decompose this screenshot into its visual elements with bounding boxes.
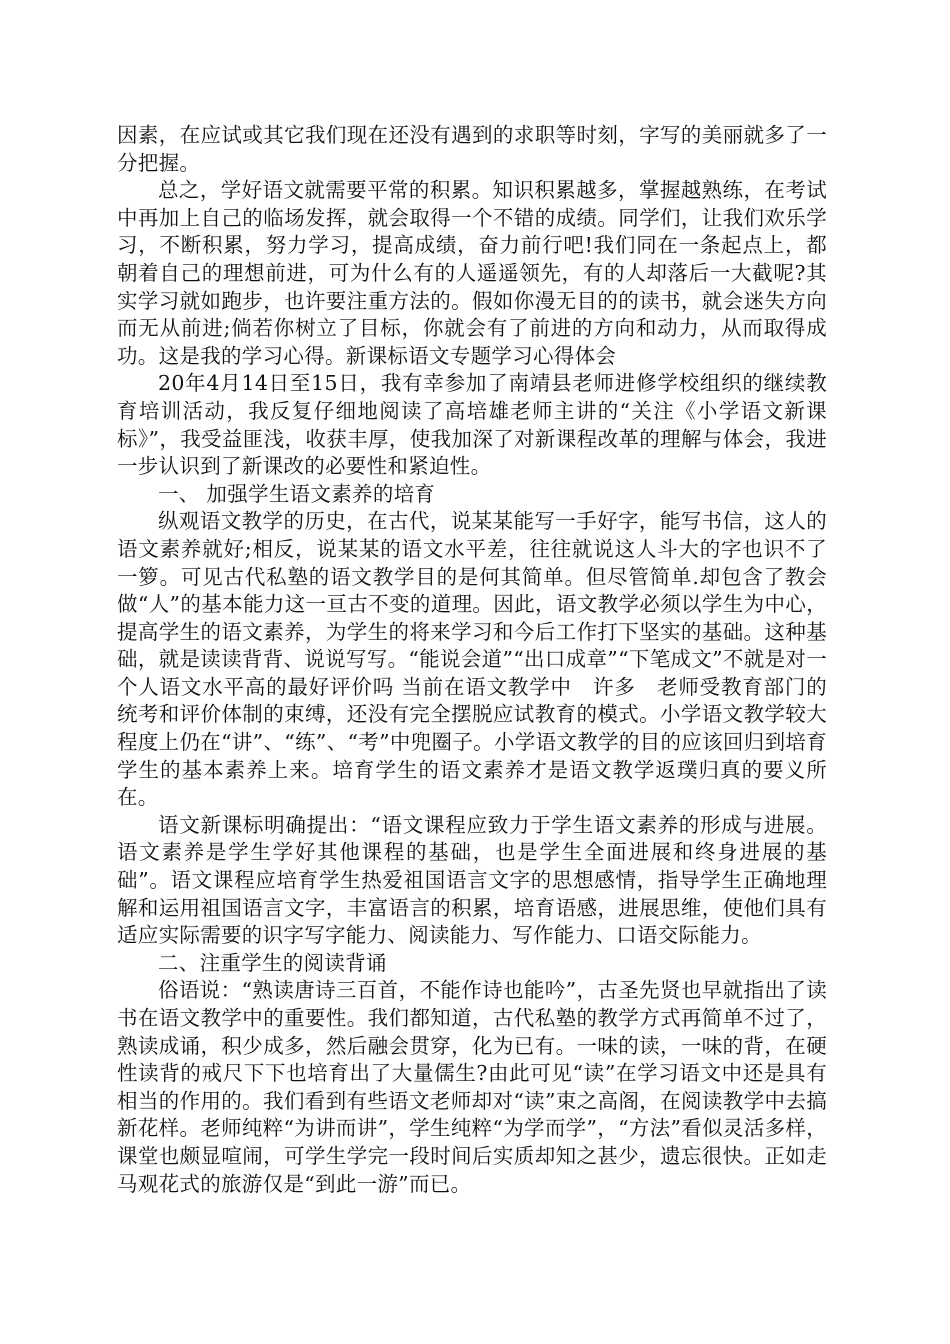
paragraph-continuation: 因素，在应试或其它我们现在还没有遇到的求职等时刻，字写的美丽就多了一分把握。 [117, 123, 827, 175]
paragraph-history: 纵观语文教学的历史，在古代，说某某能写一手好字，能写书信，这人的语文素养就好;相反，说某某的语文水平差，往往就说这人斗大的字也识不了一箩。可见古代私塾的语文教学目的是何其简单。但尽管简单.却包含了教会做“人”的基本能力这一亘古不变的道理。因此，语文教学必须以学生为中心，提高学生的语文素养，为学生的将来学习和今后工作打下坚实的基础。这种基础，就是读读背背、说说写写。“能说会道”“出口成章”“下笔成文”不就是对一个人语文水平高的最好评价吗 当前在语文教学中 许多 老师受教育部门的统考和评价体制的束缚，还没有完全摆脱应试教育的模式。小学语文教学较大程度上仍在“讲”、“练”、“考”中兜圈子。小学语文教学的目的应该回归到培育学生的基本素养上来。培育学生的语文素养才是语文教学返璞归真的要义所在。 [117, 509, 827, 810]
paragraph-curriculum: 语文新课标明确提出：“语文课程应致力于学生语文素养的形成与进展。语文素养是学生学好其他课程的基础，也是学生全面进展和终身进展的基础”。语文课程应培育学生热爱祖国语言文字的思想感情，指导学生正确地理解和运用祖国语言文字，丰富语言的积累，培育语感，进展思维，使他们具有适应实际需要的识字写字能力、阅读能力、写作能力、口语交际能力。 [117, 812, 827, 948]
paragraph-reading: 俗语说：“熟读唐诗三百首，不能作诗也能吟”，古圣先贤也早就指出了读书在语文教学中的重要性。我们都知道，古代私塾的教学方式再简单不过了，熟读成诵，积少成多，然后融会贯穿，化为已有。一味的读，一味的背，在硬性读背的戒尺下下也培育出了大量儒生?由此可见“读”在学习语文中还是具有相当的作用的。我们看到有些语文老师却对“读”束之高阁，在阅读教学中去搞新花样。老师纯粹“为讲而讲”，学生纯粹“为学而学”，“方法”看似灵活多样，课堂也颇显喧闹，可学生学完一段时间后实质却知之甚少，遗忘很快。正如走马观花式的旅游仅是“到此一游”而已。 [117, 978, 827, 1196]
document-body [117, 122, 827, 1198]
section-heading-2: 二、注重学生的阅读背诵 [158, 950, 387, 975]
paragraph-summary: 总之，学好语文就需要平常的积累。知识积累越多，掌握越熟练，在考试中再加上自己的临场发挥，就会取得一个不错的成绩。同学们，让我们欢乐学习，不断积累，努力学习，提高成绩，奋力前行吧!我们同在一条起点上，都朝着自己的理想前进，可为什么有的人遥遥领先，有的人却落后一大截呢?其实学习就如跑步，也许要注重方法的。假如你漫无目的的读书，就会迷失方向而无从前进;倘若你树立了目标，你就会有了前进的方向和动力，从而取得成功。这是我的学习心得。新课标语文专题学习心得体会 [117, 178, 827, 368]
section-heading-1: 一、 加强学生语文素养的培育 [158, 481, 436, 506]
paragraph-training-intro: 20年4月14日至15日，我有幸参加了南靖县老师进修学校组织的继续教育培训活动，我反复仔细地阅读了高培雄老师主讲的“关注《小学语文新课标》”，我受益匪浅，收获丰厚，使我加深了对新课程改革的理解与体会，我进一步认识到了新课改的必要性和紧迫性。 [117, 371, 827, 479]
